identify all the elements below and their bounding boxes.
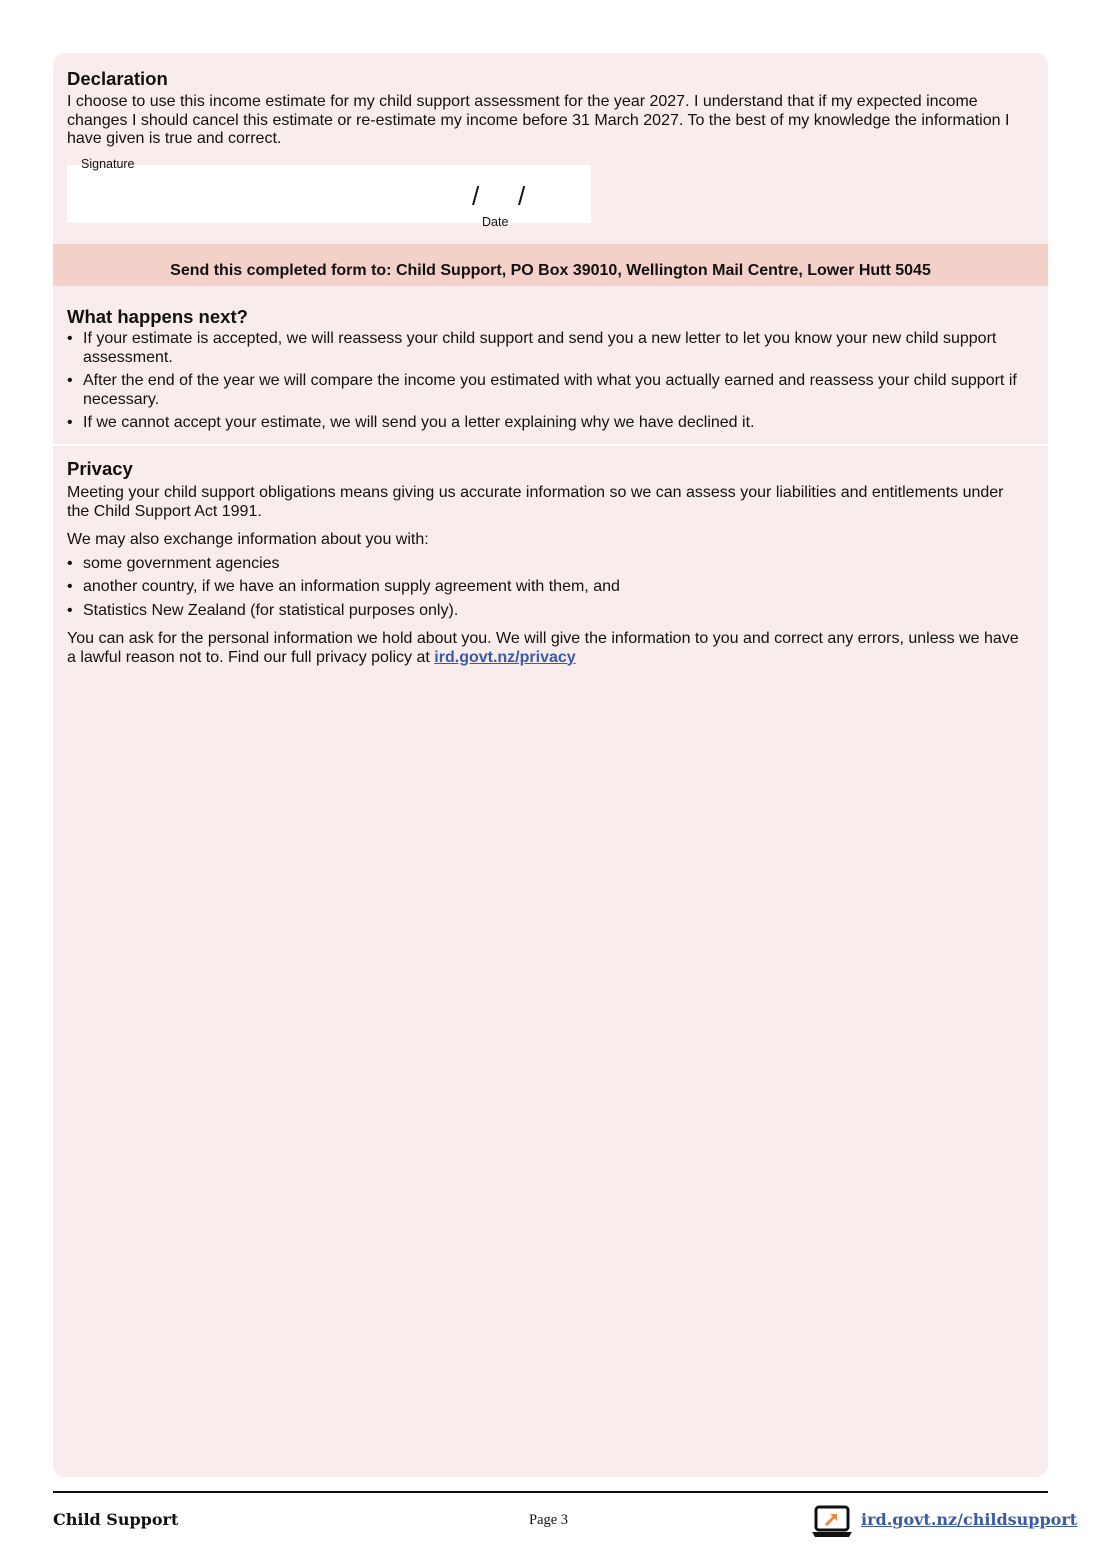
date-separator: / (518, 181, 526, 211)
list-item: • After the end of the year we will compare the income you estimated with what you actually earned and reassess your child support if necessary. (67, 372, 1028, 409)
what-next-list (67, 330, 1028, 433)
list-item: • If we cannot accept your estimate, we will send you a letter explaining why we have declined it. (67, 414, 1028, 433)
laptop-icon (812, 1505, 852, 1539)
page-number: Page 3 (529, 1512, 569, 1528)
privacy-paragraph: Meeting your child support obligations means giving us accurate information so we can assess your liabilities and entitlements under the Child Support Act 1991. (67, 484, 1004, 520)
privacy-list (67, 555, 1028, 621)
privacy-policy-link[interactable]: ird.govt.nz/privacy (434, 648, 576, 666)
section-divider (53, 444, 1048, 446)
declaration-text: I choose to use this income estimate for my child support assessment for the year 2027. I understand that if my expected income changes I should cancel this estimate or re-estimate my income before 31 March 2027. To the best of my knowledge the information I have given is true and correct. (67, 93, 1010, 147)
declaration-heading: Declaration (67, 68, 168, 89)
signature-field[interactable] (67, 157, 591, 229)
list-item: • some government agencies (67, 555, 1028, 574)
declaration-section (67, 68, 1028, 149)
privacy-section (67, 458, 1028, 667)
privacy-heading: Privacy (67, 458, 133, 479)
list-item: • another country, if we have an information supply agreement with them, and (67, 578, 1028, 597)
date-separator: / (472, 181, 480, 211)
privacy-paragraph: We may also exchange information about you with: (67, 531, 429, 548)
list-item: • If your estimate is accepted, we will reassess your child support and send you a new letter to let you know your new child support assessment. (67, 330, 1028, 367)
form-panel (53, 53, 1048, 1477)
footer-title: Child Support (53, 1510, 179, 1529)
privacy-paragraph (67, 630, 1028, 667)
send-address-text: Send this completed form to: Child Support, PO Box 39010, Wellington Mail Centre, Lower Hutt 5045 (170, 262, 931, 279)
what-next-heading: What happens next? (67, 306, 248, 327)
signature-label: Signature (81, 157, 135, 171)
privacy-policy-text: You can ask for the personal information we hold about you. We will give the information to you and correct any errors, unless we have a lawful reason not to. Find our full privacy policy at (67, 630, 1019, 666)
what-happens-next-section (67, 306, 1028, 438)
childsupport-link[interactable]: ird.govt.nz/childsupport (861, 1510, 1078, 1529)
footer-rule (53, 1491, 1048, 1493)
date-label: Date (482, 215, 509, 229)
send-address-banner (53, 244, 1048, 286)
list-item: • Statistics New Zealand (for statistical purposes only). (67, 602, 1028, 621)
